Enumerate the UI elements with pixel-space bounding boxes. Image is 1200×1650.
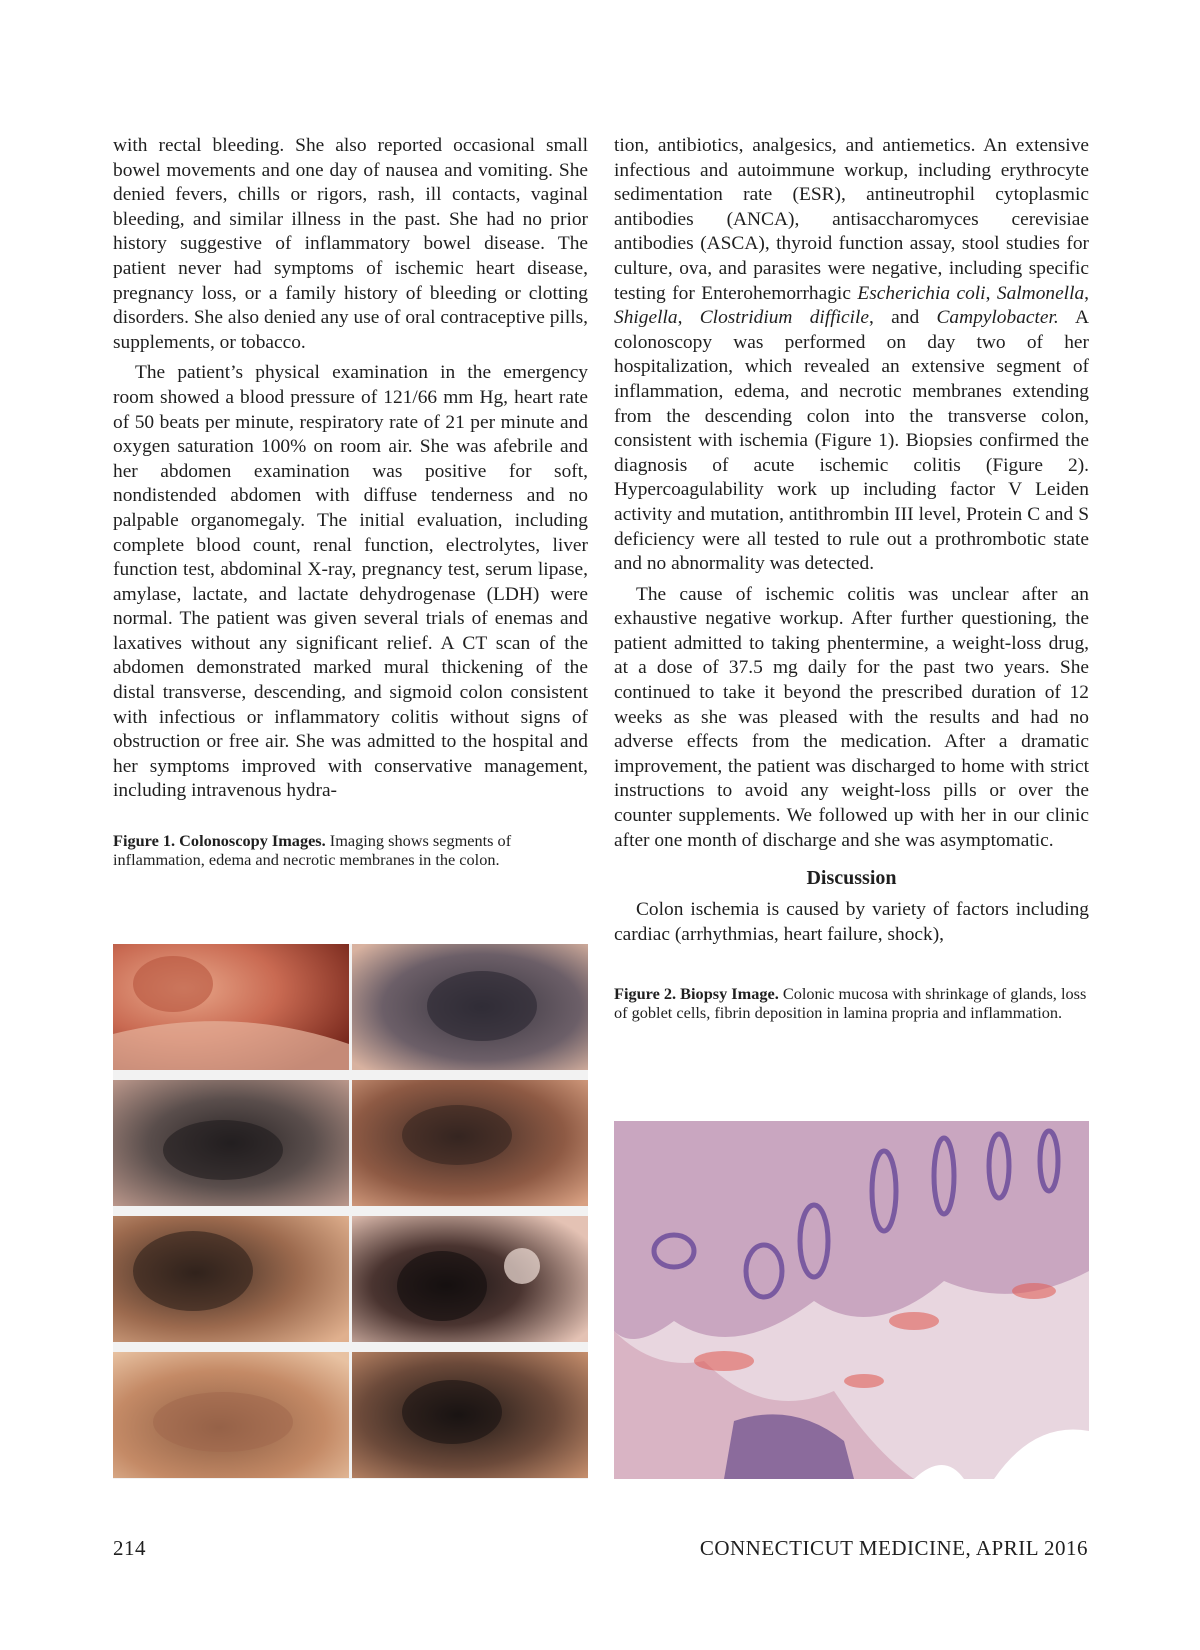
colonoscopy-image-2 bbox=[352, 944, 588, 1070]
colonoscopy-image-4 bbox=[352, 1080, 588, 1206]
separator-4: , and bbox=[868, 307, 937, 329]
right-paragraph-1-part-b: A colonoscopy was performed on day two of her hospitalization, which revealed an extensive segment of inflammation, edema, and necrotic membranes extending from the descending colon into the transverse colon, consistent with ischemia (Figure 1). Biopsies confirmed the diagnosis of acute ischemic colitis (Figure 2). Hypercoagulability work up including factor V Leiden activity and mutation, antithrombin III level, Protein C and S deficiency were all tested to rule out a prothrombotic state and no abnormality was detected. bbox=[614, 307, 1090, 575]
left-paragraph-2: The patient’s physical examination in the emergency room showed a blood pressure of 121/66 mm Hg, heart rate of 50 beats per minute, respiratory rate of 21 per minute and oxygen saturation 100% on room air. She was afebrile and her abdomen examination was positive for soft, nondistended abdomen with diffuse tenderness and no palpable organomegaly. The initial evaluation, including complete blood count, renal function, electrolytes, liver function test, abdominal X-ray, pregnancy test, serum lipase, amylase, lactate, and lactate dehydrogenase (LDH) were normal. The patient was given several trials of enemas and laxatives without any significant relief. A CT scan of the abdomen demonstrated marked mural thickening of the distal transverse, descending, and sigmoid colon consistent with infectious or inflammatory colitis without signs of obstruction or free air. She was admitted to the hospital and her symptoms improved with conservative management, including intravenous hydra- bbox=[113, 362, 588, 802]
left-paragraph-1: with rectal bleeding. She also reported occasional small bowel movements and one day of nausea and vomiting. She denied fevers, chills or rigors, rash, ill contacts, vaginal bleeding, and similar illness in the past. She had no prior history suggestive of inflammatory bowel disease. The patient never had symptoms of ischemic heart disease, pregnancy loss, or a family history of bleeding or clotting disorders. She also denied any use of oral contraceptive pills, supplements, or tobacco. bbox=[113, 135, 588, 353]
right-paragraph-2: The cause of ischemic colitis was unclear after an exhaustive negative workup. After further questioning, the patient admitted to taking phentermine, a weight-loss drug, at a dose of 37.5 mg daily for the past two years. She continued to take it beyond the prescribed duration of 12 weeks as she was pleased with the results and had no adverse effects from the medication. After a dramatic improvement, the patient was discharged to home with strict instructions to avoid any weight-loss pills or over the counter supplements. We followed up with her in our clinic after one month of discharge and she was asymptomatic. bbox=[614, 583, 1089, 851]
colonoscopy-image-6 bbox=[352, 1216, 588, 1342]
right-column bbox=[614, 134, 1089, 1023]
page-number: 214 bbox=[113, 1536, 146, 1560]
figure-1-caption bbox=[113, 832, 588, 869]
colonoscopy-image-1 bbox=[113, 944, 349, 1070]
colonoscopy-image-5 bbox=[113, 1216, 349, 1342]
separator-2: , bbox=[1084, 282, 1090, 304]
separator-1: , bbox=[985, 282, 997, 304]
organism-ecoli: Escherichia coli bbox=[857, 282, 986, 304]
right-paragraph-3: Colon ischemia is caused by variety of factors including cardiac (arrhythmias, heart failure, shock), bbox=[614, 899, 1089, 945]
separator-3: , bbox=[677, 307, 700, 329]
organism-campylobacter: Campylobacter. bbox=[936, 307, 1059, 329]
journal-footer: CONNECTICUT MEDICINE, APRIL 2016 bbox=[699, 1536, 1088, 1560]
colonoscopy-image-8 bbox=[352, 1352, 588, 1478]
organism-shigella: Shigella bbox=[614, 307, 678, 329]
right-paragraph-1 bbox=[614, 134, 1089, 577]
section-heading-discussion: Discussion bbox=[806, 867, 897, 890]
figure-2-label: Figure 2. Biopsy Image. bbox=[614, 984, 779, 1004]
left-column bbox=[113, 134, 588, 869]
figure-2-caption bbox=[614, 985, 1089, 1022]
colonoscopy-image-7 bbox=[113, 1352, 349, 1478]
right-paragraph-1-part-a: tion, antibiotics, analgesics, and antiemetics. An extensive infectious and autoimmune workup, including erythrocyte sedimentation rate (ESR), antineutrophil cytoplasmic antibodies (ANCA), antisaccharomyces cerevisiae antibodies (ASCA), thyroid function assay, stool studies for culture, ova, and parasites were negative, including specific testing for Enterohemorrhagic bbox=[614, 135, 1089, 304]
figure-1-label: Figure 1. Colonoscopy Images. bbox=[113, 831, 326, 851]
figure-1-colonoscopy-images bbox=[113, 944, 588, 1479]
organism-clostridium-difficile: Clostridium difficile bbox=[699, 307, 869, 329]
figure-2-text: Colonic mucosa with shrinkage of glands, loss of goblet cells, fibrin deposition in lamina propria and inflammation. bbox=[614, 984, 1087, 1022]
figure-1-text: Imaging shows segments of inflammation, edema and necrotic membranes in the colon. bbox=[113, 831, 512, 869]
organism-salmonella: Salmonella bbox=[996, 282, 1085, 304]
figure-2-biopsy-image bbox=[614, 1121, 1089, 1479]
colonoscopy-image-3 bbox=[113, 1080, 349, 1206]
